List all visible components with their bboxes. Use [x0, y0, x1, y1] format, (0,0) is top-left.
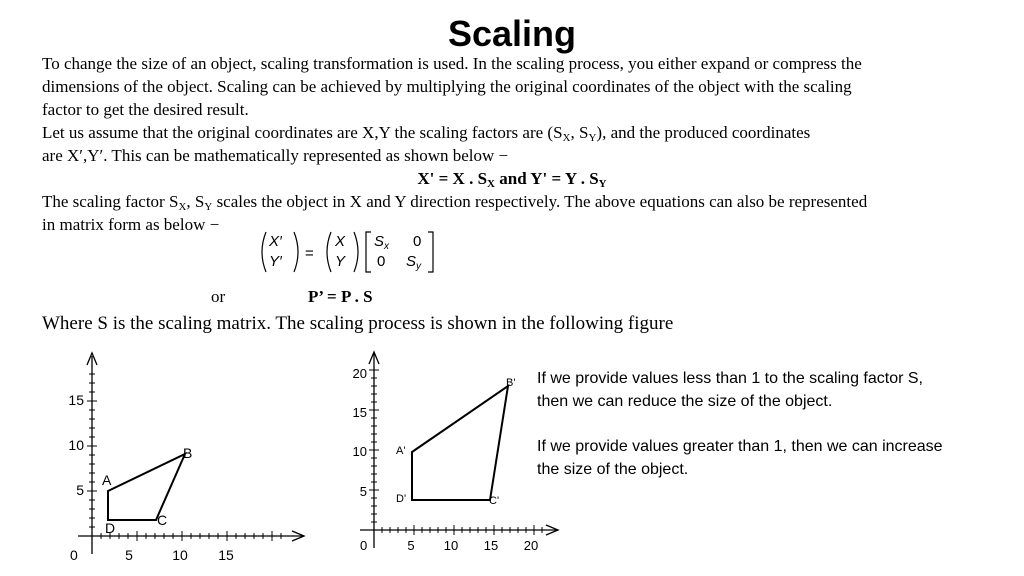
- fig2-origin-label: 0: [360, 538, 368, 553]
- fig2-y-tick-20: 20: [352, 366, 367, 381]
- page-title: Scaling: [447, 13, 577, 54]
- side-note-increase-line-2: the size of the object.: [537, 461, 689, 478]
- factor-text-c: scales the object in X and Y direction respectively. The above equations can also be represented: [212, 192, 868, 211]
- factor-text-a: The scaling factor S: [42, 192, 179, 211]
- fig1-y-tick-15: 15: [68, 392, 84, 408]
- side-note-reduce-line-1: If we provide values less than 1 to the scaling factor S,: [537, 370, 923, 387]
- equation-sub-y: Y: [598, 178, 607, 190]
- matrix-short-form: P’ = P . S: [308, 287, 373, 306]
- matrix-equals: =: [305, 245, 314, 262]
- matrix-sx: S: [374, 233, 385, 250]
- assume-line-1: [42, 121, 1002, 144]
- assume-line-2: are X′,Y′. This can be mathematically represented as shown below −: [42, 146, 509, 165]
- fig2-vertex-d: D': [396, 493, 407, 505]
- fig1-vertex-c: C: [157, 512, 168, 528]
- factor-line-2: in matrix form as below −: [42, 215, 220, 234]
- fig1-origin-label: 0: [70, 547, 78, 563]
- fig2-vertex-b: B': [506, 377, 516, 389]
- assume-paragraph: [42, 121, 1002, 167]
- side-note-reduce: [537, 367, 1024, 413]
- side-note-increase: [537, 435, 1024, 481]
- matrix-zero-a: 0: [413, 233, 422, 250]
- fig2-x-tick-10: 10: [443, 538, 459, 553]
- fig2-x-tick-15: 15: [483, 538, 499, 553]
- matrix-lhs-bot: Y′: [269, 253, 282, 270]
- intro-line-3: factor to get the desired result.: [42, 100, 249, 119]
- fig2-y-tick-15: 15: [352, 405, 367, 420]
- fig2-quadrilateral: [412, 386, 508, 500]
- fig1-vertex-d: D: [105, 520, 116, 536]
- fig1-y-tick-10: 10: [68, 437, 84, 453]
- matrix-sx-sub: x: [384, 241, 389, 252]
- matrix-sy-sub: y: [416, 261, 421, 272]
- equation-sub-x: X: [487, 178, 495, 190]
- fig2-vertex-c: C': [489, 495, 500, 507]
- assume-sub-x: X: [562, 132, 571, 144]
- figure-caption: Where S is the scaling matrix. The scaling process is shown in the following figure: [42, 313, 674, 334]
- scaled-object-figure: [346, 348, 560, 558]
- fig1-y-tick-5: 5: [76, 482, 84, 498]
- fig2-y-tick-5: 5: [359, 484, 367, 499]
- matrix-mid-bot: Y: [335, 253, 346, 270]
- fig2-x-tick-5: 5: [407, 538, 415, 553]
- fig1-x-tick-10: 10: [172, 547, 188, 563]
- assume-text-c: ), and the produced coordinates: [596, 123, 811, 142]
- fig2-y-tick-10: 10: [352, 444, 367, 459]
- matrix-lhs-top: X′: [269, 233, 282, 250]
- fig1-vertex-b: B: [183, 445, 193, 461]
- fig2-vertex-a: A': [396, 445, 406, 457]
- assume-text-a: Let us assume that the original coordinates are X,Y the scaling factors are (S: [42, 123, 563, 142]
- intro-line-1: To change the size of an object, scaling transformation is used. In the scaling process, you either expand or compress the: [42, 54, 862, 73]
- intro-line-2: dimensions of the object. Scaling can be achieved by multiplying the original coordinates of the object with the scaling: [42, 77, 852, 96]
- or-label: or: [211, 287, 226, 306]
- side-note-increase-line-1: If we provide values greater than 1, then we can increase: [537, 438, 943, 455]
- side-note-reduce-line-2: then we can reduce the size of the object.: [537, 393, 833, 410]
- original-object-figure: [56, 348, 308, 568]
- factor-sub-x: X: [178, 201, 187, 213]
- factor-text-b: , S: [186, 192, 205, 211]
- equation-part-b: and Y' = Y . S: [494, 169, 599, 188]
- factor-paragraph: [42, 190, 1002, 236]
- matrix-zero-b: 0: [377, 253, 386, 270]
- fig1-x-tick-15: 15: [218, 547, 234, 563]
- fig2-x-tick-20: 20: [523, 538, 539, 553]
- factor-sub-y: Y: [204, 201, 213, 213]
- fig1-vertex-a: A: [102, 472, 112, 488]
- intro-paragraph: [42, 52, 1002, 121]
- matrix-mid-top: X: [335, 233, 346, 250]
- factor-line-1: [42, 190, 1002, 213]
- assume-text-b: , S: [570, 123, 589, 142]
- fig1-x-tick-5: 5: [125, 547, 133, 563]
- matrix-sy: S: [406, 253, 417, 270]
- fig1-quadrilateral: [108, 454, 185, 520]
- equation-part-a: X' = X . S: [417, 169, 488, 188]
- scaling-equation: [0, 167, 1024, 190]
- matrix-equation: [258, 228, 448, 276]
- assume-sub-y: Y: [588, 132, 597, 144]
